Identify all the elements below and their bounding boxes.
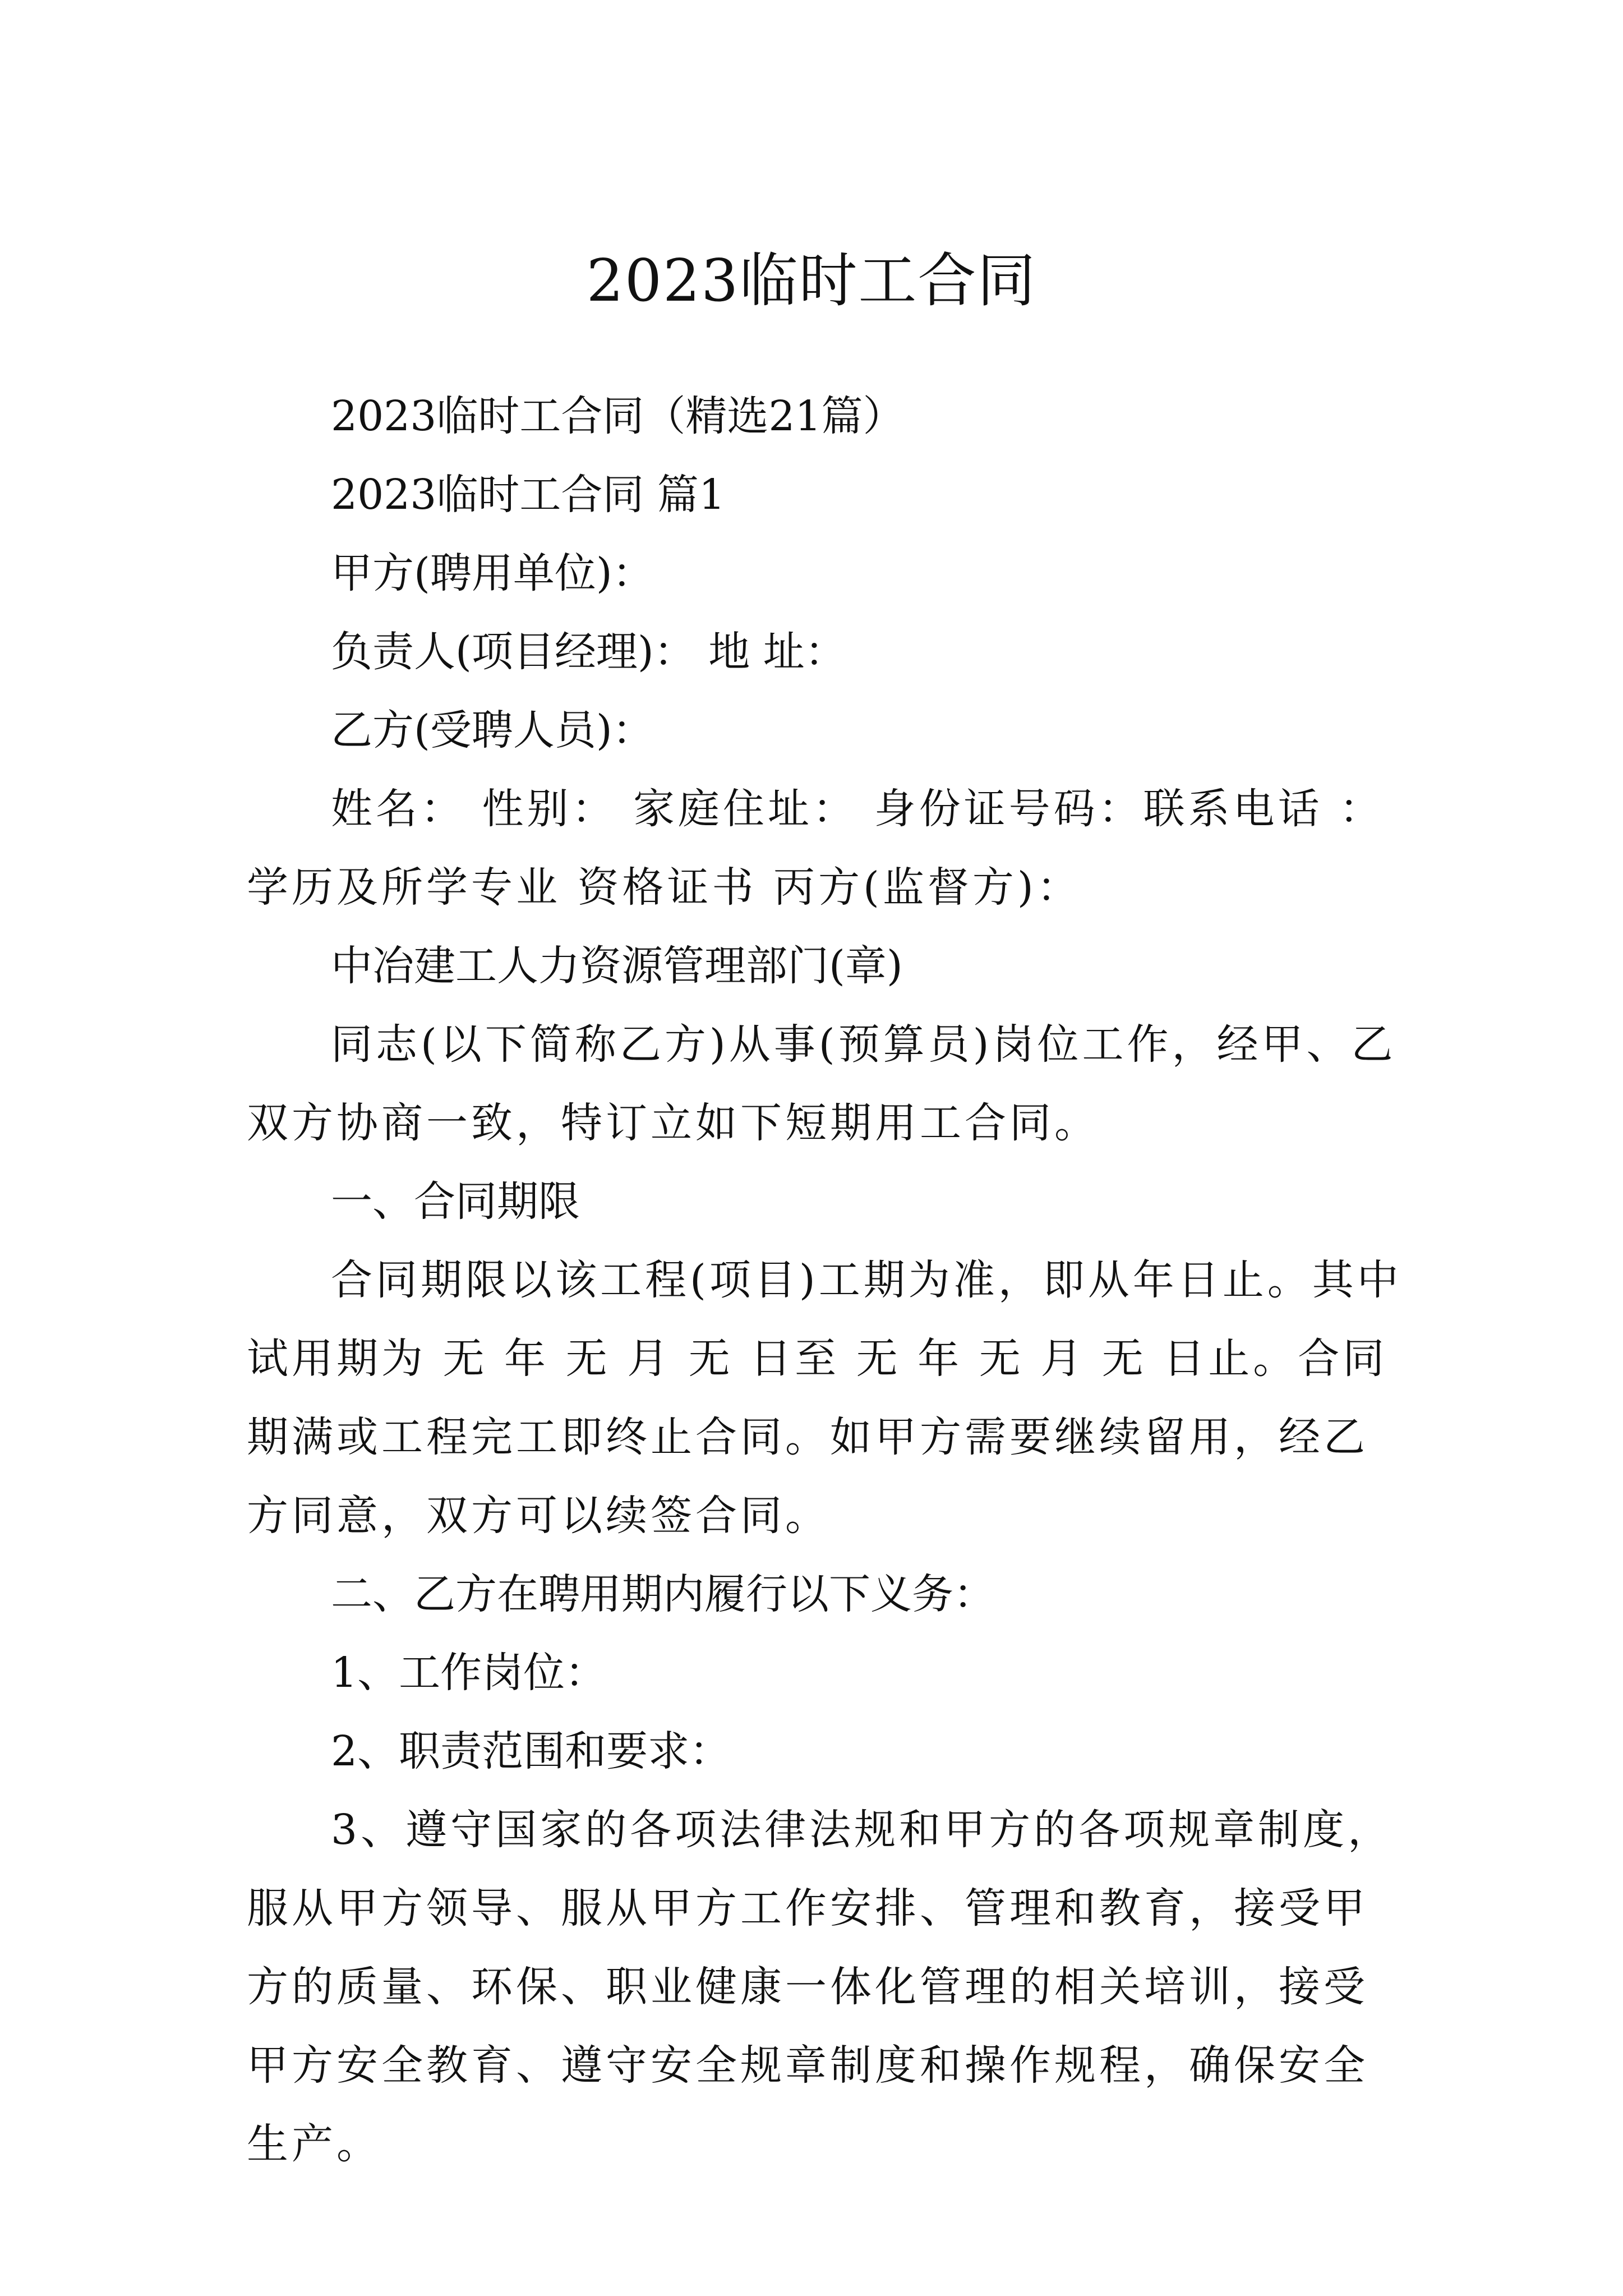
paragraph-compliance: 3、遵守国家的各项法律法规和甲方的各项规章制度，服从甲方领导、服从甲方工作安排、管理和教育，接受甲方的质量、环保、职业健康一体化管理的相关培训，接受甲方安全教育、遵守安全规章制度和操作规程，确保安全生产。 xyxy=(247,1806,1393,2168)
paragraph-hr-department: 中冶建工人力资源管理部门(章) xyxy=(331,942,903,990)
document-body xyxy=(247,377,1402,2183)
paragraph-party-a: 甲方(聘用单位)： xyxy=(331,549,654,597)
paragraph-party-b: 乙方(受聘人员)： xyxy=(331,706,654,754)
paragraph-section-heading: 2023临时工合同 篇1 xyxy=(331,471,725,519)
paragraph-personal-info: 姓名： 性别： 家庭住址： 身份证号码：联系电话 ：学历及所学专业 资格证书 丙方(监督方)： xyxy=(247,785,1385,912)
paragraph-term-body: 合同期限以该工程(项目)工期为准，即从年日止。其中试用期为 无 年 无 月 无 日至 无 年 无 月 无 日止。合同期满或工程完工即终止合同。如甲方需要继续留用，经乙方同意，双方可以续签合同。 xyxy=(247,1256,1402,1540)
paragraph-agreement-intro: 同志(以下简称乙方)从事(预算员)岗位工作，经甲、乙双方协商一致，特订立如下短期用工合同。 xyxy=(247,1020,1396,1147)
paragraph-duties: 2、职责范围和要求： xyxy=(331,1727,731,1775)
document-title: 2023临时工合同 xyxy=(586,246,1037,315)
paragraph-manager-address: 负责人(项目经理)： 地 址： xyxy=(331,628,846,676)
paragraph-obligations-heading: 二、乙方在聘用期内履行以下义务： xyxy=(331,1570,995,1618)
paragraph-term-heading: 一、合同期限 xyxy=(331,1177,580,1226)
paragraph-subtitle: 2023临时工合同（精选21篇） xyxy=(331,392,905,440)
paragraph-job-post: 1、工作岗位： xyxy=(331,1649,607,1697)
